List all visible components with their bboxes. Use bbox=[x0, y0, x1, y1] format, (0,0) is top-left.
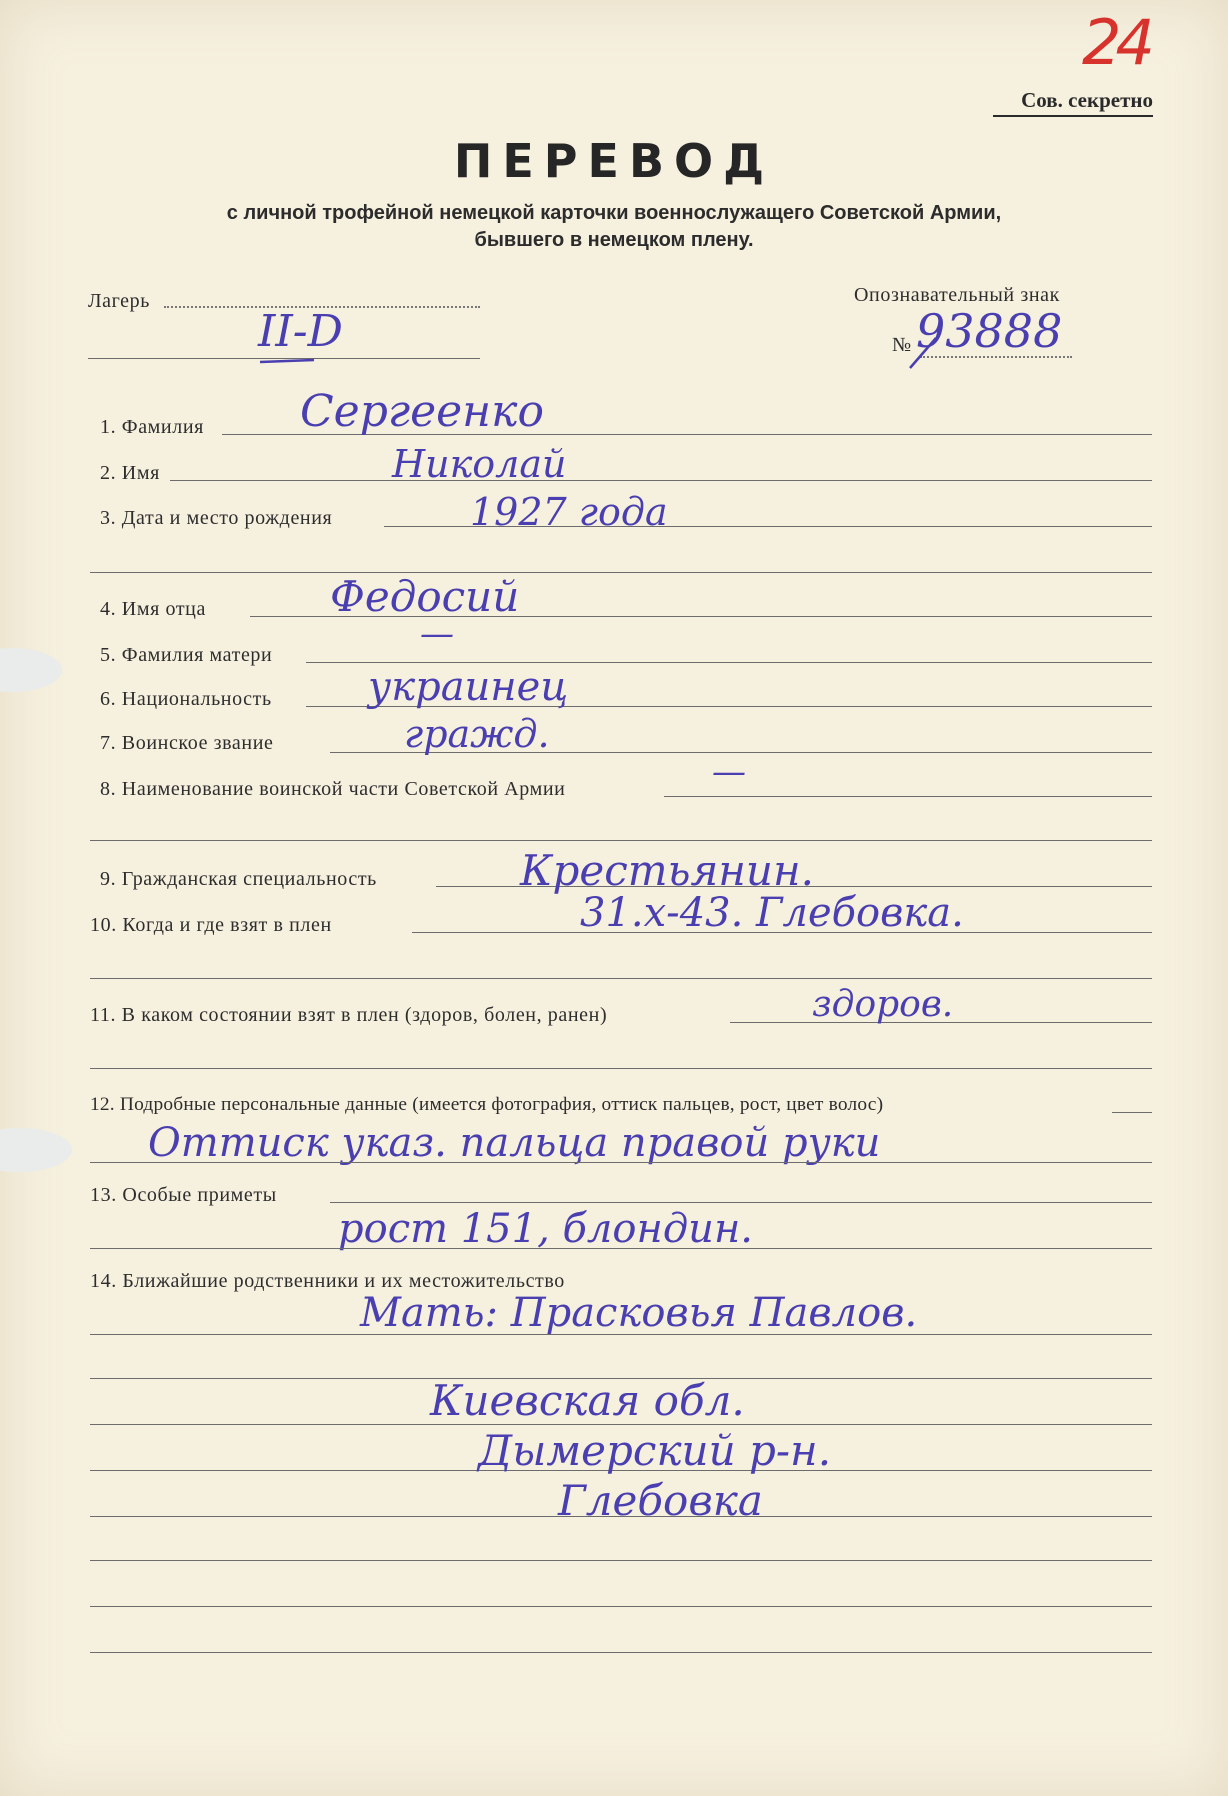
ink-underline-camp bbox=[258, 356, 318, 368]
punch-hole-top bbox=[0, 648, 62, 692]
field-label-captured: 10. Когда и где взят в плен bbox=[90, 914, 332, 936]
field-label-name: 2. Имя bbox=[100, 462, 160, 484]
field-line-captured-2 bbox=[90, 978, 1152, 979]
page-number: 24 bbox=[1082, 6, 1149, 79]
field-label-nationality: 6. Национальность bbox=[100, 688, 272, 710]
relatives-line-6 bbox=[90, 1560, 1152, 1561]
field-line-unit-2 bbox=[90, 840, 1152, 841]
id-tag-number-sign: № bbox=[892, 334, 912, 356]
field-line-mother bbox=[306, 662, 1152, 663]
field-line-personal bbox=[1112, 1112, 1152, 1113]
classification-mark: Сов. секретно bbox=[993, 88, 1153, 117]
relatives-line-7 bbox=[90, 1606, 1152, 1607]
field-line-marks bbox=[330, 1202, 1152, 1203]
field-line-personal-2 bbox=[90, 1162, 1152, 1163]
field-label-rank: 7. Воинское звание bbox=[100, 732, 274, 754]
punch-hole-bottom bbox=[0, 1128, 72, 1172]
field-line-birth-2 bbox=[90, 572, 1152, 573]
field-label-father: 4. Имя отца bbox=[100, 598, 206, 620]
field-value-rank: гражд. bbox=[404, 712, 550, 756]
field-value-specialty: Крестьянин. bbox=[520, 846, 814, 895]
address-line-1: Киевская обл. bbox=[430, 1376, 745, 1425]
field-label-unit: 8. Наименование воинской части Советской Армии bbox=[100, 778, 566, 800]
camp-label: Лагерь bbox=[88, 290, 150, 312]
field-value-condition: здоров. bbox=[812, 984, 954, 1025]
field-value-unit: — bbox=[712, 752, 746, 792]
field-value-personal: Оттиск указ. пальца правой руки bbox=[148, 1120, 881, 1166]
id-tag-label: Опознавательный знак bbox=[854, 284, 1060, 306]
subtitle-line-2: бывшего в немецком плену. bbox=[474, 229, 754, 251]
field-value-relatives: Мать: Прасковья Павлов. bbox=[360, 1290, 918, 1336]
id-tag-value: 93888 bbox=[916, 304, 1063, 358]
camp-value: II-D bbox=[258, 306, 343, 357]
field-line-condition-2 bbox=[90, 1068, 1152, 1069]
field-value-mother: — bbox=[420, 614, 454, 654]
relatives-line-8 bbox=[90, 1652, 1152, 1653]
field-label-personal: 12. Подробные персональные данные (имеется фотография, оттиск пальцев, рост, цвет волос) bbox=[90, 1094, 884, 1115]
field-label-surname: 1. Фамилия bbox=[100, 416, 204, 438]
field-line-marks-2 bbox=[90, 1248, 1152, 1249]
field-line-name bbox=[170, 480, 1152, 481]
subtitle-line-1: с личной трофейной немецкой карточки военнослужащего Советской Армии, bbox=[226, 202, 1002, 224]
relatives-line-1 bbox=[90, 1334, 1152, 1335]
document-subtitle bbox=[150, 200, 1078, 254]
field-value-nationality: украинец bbox=[368, 664, 569, 710]
field-label-birth: 3. Дата и место рождения bbox=[100, 507, 333, 529]
field-value-name: Николай bbox=[392, 442, 567, 486]
field-value-surname: Сергеенко bbox=[300, 386, 544, 437]
ink-underline-id bbox=[906, 332, 946, 372]
address-line-2: Дымерский р-н. bbox=[478, 1426, 832, 1475]
field-value-marks: рост 151, блондин. bbox=[338, 1206, 753, 1252]
document-title: ПЕРЕВОД bbox=[453, 134, 775, 188]
field-label-relatives: 14. Ближайшие родственники и их местожительство bbox=[90, 1270, 565, 1292]
field-value-father: Федосий bbox=[330, 572, 520, 621]
field-label-mother: 5. Фамилия матери bbox=[100, 644, 273, 666]
field-line-unit bbox=[664, 796, 1152, 797]
address-line-3: Глебовка bbox=[558, 1476, 763, 1525]
field-value-captured: 31.х-43. Глебовка. bbox=[580, 890, 964, 936]
field-label-condition: 11. В каком состоянии взят в плен (здоров, болен, ранен) bbox=[90, 1004, 608, 1026]
field-label-marks: 13. Особые приметы bbox=[90, 1184, 277, 1206]
field-label-specialty: 9. Гражданская специальность bbox=[100, 868, 377, 890]
field-value-birth: 1927 года bbox=[470, 490, 668, 534]
